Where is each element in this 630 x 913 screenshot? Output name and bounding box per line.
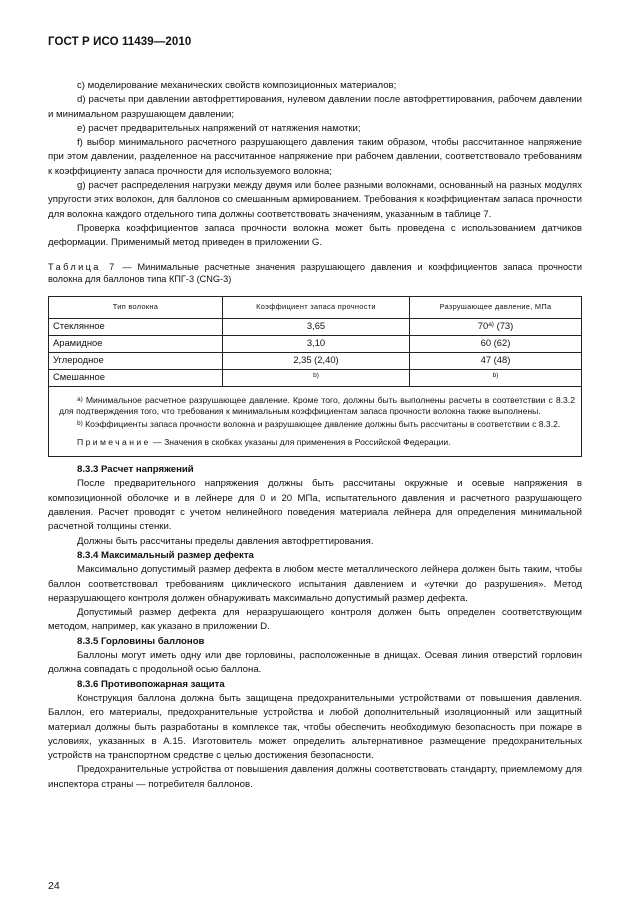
page-content [48,79,582,792]
table-notes [49,386,582,457]
table-cell-safety-factor [223,369,410,386]
section-heading-836: 8.3.6 Противопожарная защита [77,678,225,690]
table-cell-safety-factor: 2,35 (2,40) [223,352,410,369]
column-header-burst-pressure: Разрушающее давление, МПа [410,296,582,318]
footnote-mark-b: b) [313,372,319,380]
table-cell-burst-pressure: 60 (62) [410,335,582,352]
table-row [49,318,582,335]
table-cell-fiber-type: Смешанное [49,369,223,386]
note-a-mark: a) [77,395,83,403]
note-a-text: Минимальное расчетное разрушающее давление. Кроме того, должны быть выполнены расчеты в соответствии с 8.3.2 для подтверждения того, что требования к минимальным коэффициентам запаса прочности волокна также выполнены. [59,394,575,416]
column-header-safety-factor: Коэффициент запаса прочности [223,296,410,318]
section-836-paragraph: Конструкция баллона должна быть защищена предохранительными устройствами от повышения давления. Баллон, его материалы, предохранительные устройства и любой дополнительный изоляционный или защитный материал должны быть разработаны в комплексе так, чтобы обеспечить необходимую безопасность при пожаре в условиях, указанных в А.15. Изготовитель может определить альтернативное размещение предохранительных устройств на транспортном средстве с целью достижения безопасности. [48,692,582,762]
document-header: ГОСТ Р ИСО 11439—2010 [48,36,192,48]
table-cell-fiber-type: Арамидное [49,335,223,352]
table-cell-burst-pressure [410,318,582,335]
table-cell-fiber-type: Углеродное [49,352,223,369]
section-836-paragraph: Предохранительные устройства от повышения давления должны соответствовать стандарту, приемлемому для инспектора страны — потребителя баллонов. [48,764,582,790]
table-caption-text: — Минимальные расчетные значения разрушающего давления и коэффициентов запаса прочности волокна для баллонов типа КПГ-3 (CNG-3) [48,261,582,285]
column-header-fiber-type: Тип волокна [49,296,223,318]
section-heading-833: 8.3.3 Расчет напряжений [77,464,194,476]
table-row [49,369,582,386]
footnote-mark-a: a) [488,321,494,329]
paragraph-verification: Проверка коэффициентов запаса прочности волокна может быть проведена с использованием датчиков деформации. Применимый метод приведен в приложении G. [48,222,582,249]
section-835-paragraph: Баллоны могут иметь одну или две горловины, расположенные в днищах. Осевая линия отверстий горловин должна совпадать с продольной осью баллона. [48,650,582,676]
table-note-a [59,395,575,418]
remark-label: Примечание [77,436,151,447]
section-heading-835: 8.3.5 Горловины баллонов [77,635,205,647]
footnote-mark-b: b) [492,372,499,380]
table-caption-label: Таблица 7 [48,261,117,272]
note-b-mark: b) [77,420,83,428]
table-row [49,335,582,352]
page-number: 24 [48,880,60,892]
burst-pressure-value: 70 [477,320,489,332]
section-833-paragraph: После предварительного напряжения должны быть рассчитаны окружные и осевые напряжения в композиционной оболочке и в лейнере для 0 и 20 МПа, испытательного давления и расчетного разрушающего давления. Расчет проводят с учетом нелинейного поведения материала лейнера для определения минимальной расчетной толщины стенки. [48,478,582,533]
table-note-b [59,419,575,430]
paragraph-item-c: с) моделирование механических свойств композиционных материалов; [77,80,397,91]
table-cell-fiber-type: Стеклянное [49,318,223,335]
note-b-text: Коэффициенты запаса прочности волокна и разрушающее давление должны быть рассчитаны в соответствии с 8.3.2. [82,419,561,430]
paragraph-item-g: g) расчет распределения нагрузки между двумя или более разными волокнами, основанный на разных модулях упругости этих волокон, для баллонов со смешанным армированием. Требования к коэффициентам запаса прочности для волокна каждого отдельного типа должны соответствовать значениям, указанным в таблице 7. [48,180,582,220]
table-cell-safety-factor: 3,10 [223,335,410,352]
paragraph-item-f: f) выбор минимального расчетного разрушающего давления таким образом, чтобы рассчитанное напряжение при этом давлении, разделенное на рассчитанное напряжение при рабочем давлении, соответствовало требованиям к коэффициенту запаса прочности для используемого волокна; [48,137,582,177]
table-cell-burst-pressure: 47 (48) [410,352,582,369]
table-row [49,352,582,369]
burst-pressure-rf-value: (73) [493,320,514,332]
table-cell-burst-pressure [410,369,582,386]
table-cell-safety-factor: 3,65 [223,318,410,335]
table-notes-row [49,386,582,457]
remark-text: — Значения в скобках указаны для применения в Российской Федерации. [150,436,451,447]
section-heading-834: 8.3.4 Максимальный размер дефекта [77,549,254,561]
section-833-paragraph: Должны быть рассчитаны пределы давления автофреттирования. [77,535,374,547]
table-remark [59,437,575,448]
table-header-row [49,296,582,318]
section-834-paragraph: Максимально допустимый размер дефекта в любом месте металлического лейнера должен быть таким, чтобы баллон соответствовал требованиям циклического испытания давлением и «утечки до разрушения». Метод неразрушающего контроля должен обнаруживать максимально допустимый размер дефекта. [48,564,582,604]
section-834-paragraph: Допустимый размер дефекта для неразрушающего контроля должен быть определен соответствующим методом, например, как указано в приложении D. [48,607,582,633]
fiber-strength-table [48,296,582,458]
paragraph-item-e: e) расчет предварительных напряжений от натяжения намотки; [77,122,361,134]
table-caption [48,261,582,286]
paragraph-item-d: d) расчеты при давлении автофреттирования, нулевом давлении после автофреттирования, рабочем давлении и минимальном разрушающем давлении; [48,94,582,120]
